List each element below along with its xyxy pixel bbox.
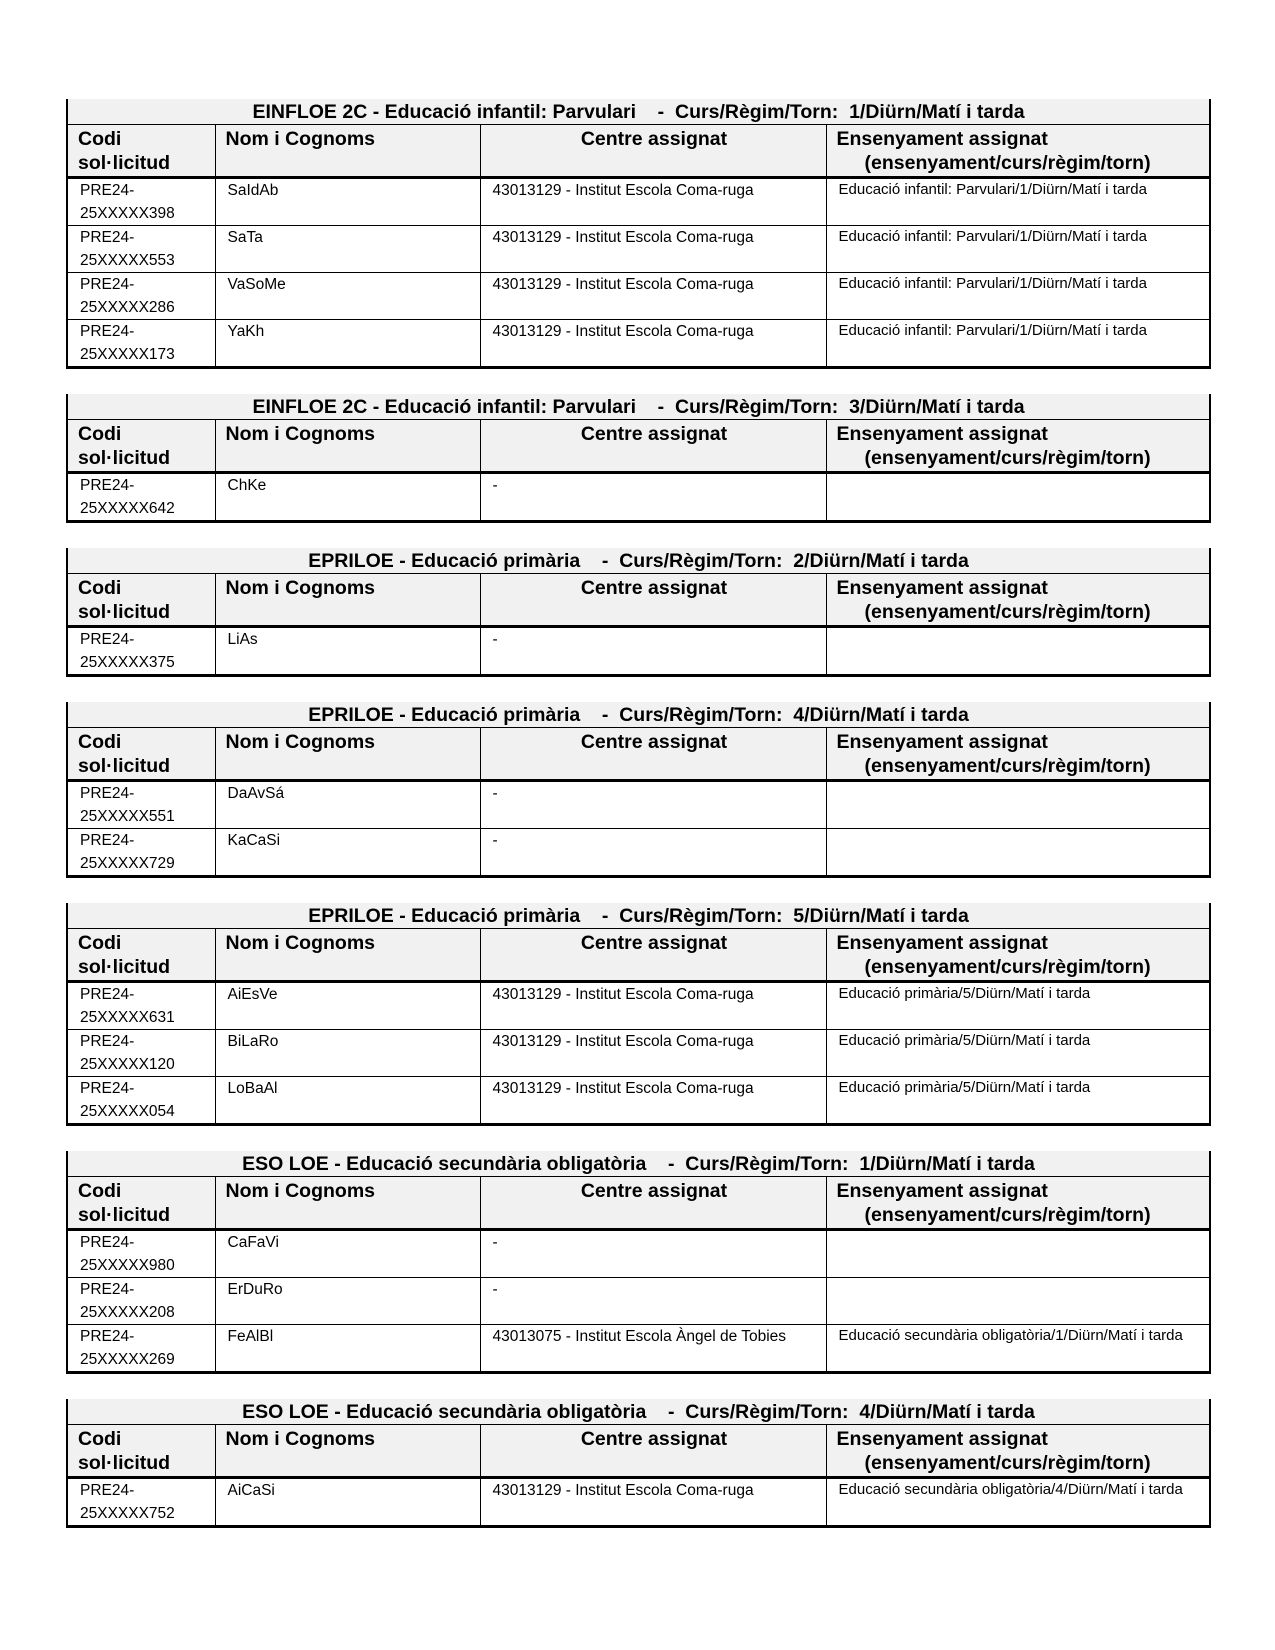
header-row <box>67 125 1210 178</box>
cell-codi: PRE24- 25XXXXX553 <box>67 226 215 273</box>
table-row <box>67 1478 1210 1527</box>
group-title-row <box>67 903 1210 929</box>
cell-ensenyament <box>826 781 1210 829</box>
cell-ensenyament <box>826 1230 1210 1278</box>
cell-centre: 43013129 - Institut Escola Coma-ruga <box>480 273 826 320</box>
group-title-row <box>67 99 1210 125</box>
table-row <box>67 1278 1210 1325</box>
cell-nom: LoBaAl <box>215 1077 480 1125</box>
cell-nom: DaAvSá <box>215 781 480 829</box>
assignment-list <box>66 99 1209 1553</box>
header-centre: Centre assignat <box>480 125 826 178</box>
cell-ensenyament: Educació primària/5/Diürn/Matí i tarda <box>826 1077 1210 1125</box>
header-nom: Nom i Cognoms <box>215 1425 480 1478</box>
cell-nom: CaFaVi <box>215 1230 480 1278</box>
cell-ensenyament: Educació infantil: Parvulari/1/Diürn/Matí i tarda <box>826 273 1210 320</box>
header-ensenyament: Ensenyament assignat (ensenyament/curs/règim/torn) <box>826 1425 1210 1478</box>
header-nom: Nom i Cognoms <box>215 929 480 982</box>
cell-codi: PRE24- 25XXXXX980 <box>67 1230 215 1278</box>
cell-nom: SaIdAb <box>215 178 480 226</box>
cell-centre: 43013129 - Institut Escola Coma-ruga <box>480 320 826 368</box>
header-codi: Codi sol·licitud <box>67 728 215 781</box>
group-title-row <box>67 548 1210 574</box>
table-row <box>67 1030 1210 1077</box>
group-table <box>66 903 1211 1126</box>
cell-centre: 43013129 - Institut Escola Coma-ruga <box>480 982 826 1030</box>
group-title: EINFLOE 2C - Educació infantil: Parvulari - Curs/Règim/Torn: 3/Diürn/Matí i tarda <box>67 394 1210 420</box>
cell-nom: YaKh <box>215 320 480 368</box>
group-table <box>66 548 1211 677</box>
table-row <box>67 273 1210 320</box>
table-row <box>67 178 1210 226</box>
header-nom: Nom i Cognoms <box>215 728 480 781</box>
cell-ensenyament: Educació infantil: Parvulari/1/Diürn/Matí i tarda <box>826 226 1210 273</box>
table-row <box>67 1230 1210 1278</box>
cell-nom: ChKe <box>215 473 480 522</box>
cell-codi: PRE24- 25XXXXX120 <box>67 1030 215 1077</box>
group-title: EPRILOE - Educació primària - Curs/Règim/Torn: 2/Diürn/Matí i tarda <box>67 548 1210 574</box>
header-nom: Nom i Cognoms <box>215 1177 480 1230</box>
cell-codi: PRE24- 25XXXXX642 <box>67 473 215 522</box>
cell-ensenyament: Educació primària/5/Diürn/Matí i tarda <box>826 1030 1210 1077</box>
cell-codi: PRE24- 25XXXXX752 <box>67 1478 215 1527</box>
header-codi: Codi sol·licitud <box>67 125 215 178</box>
cell-codi: PRE24- 25XXXXX208 <box>67 1278 215 1325</box>
cell-codi: PRE24- 25XXXXX631 <box>67 982 215 1030</box>
header-centre: Centre assignat <box>480 929 826 982</box>
group-table <box>66 394 1211 523</box>
cell-centre: - <box>480 1230 826 1278</box>
header-ensenyament: Ensenyament assignat (ensenyament/curs/règim/torn) <box>826 929 1210 982</box>
header-centre: Centre assignat <box>480 574 826 627</box>
cell-ensenyament: Educació infantil: Parvulari/1/Diürn/Matí i tarda <box>826 178 1210 226</box>
cell-centre: - <box>480 781 826 829</box>
cell-ensenyament <box>826 627 1210 676</box>
table-row <box>67 226 1210 273</box>
header-nom: Nom i Cognoms <box>215 125 480 178</box>
group-title-row <box>67 1399 1210 1425</box>
header-centre: Centre assignat <box>480 420 826 473</box>
cell-ensenyament: Educació secundària obligatòria/1/Diürn/Matí i tarda <box>826 1325 1210 1373</box>
cell-nom: FeAlBl <box>215 1325 480 1373</box>
table-row <box>67 1325 1210 1373</box>
cell-centre: 43013129 - Institut Escola Coma-ruga <box>480 1077 826 1125</box>
group-title-row <box>67 394 1210 420</box>
header-centre: Centre assignat <box>480 1177 826 1230</box>
header-row <box>67 420 1210 473</box>
cell-codi: PRE24- 25XXXXX269 <box>67 1325 215 1373</box>
header-row <box>67 1425 1210 1478</box>
header-nom: Nom i Cognoms <box>215 420 480 473</box>
header-centre: Centre assignat <box>480 728 826 781</box>
header-ensenyament: Ensenyament assignat (ensenyament/curs/règim/torn) <box>826 728 1210 781</box>
group-title-row <box>67 1151 1210 1177</box>
cell-nom: AiCaSi <box>215 1478 480 1527</box>
header-row <box>67 1177 1210 1230</box>
cell-codi: PRE24- 25XXXXX375 <box>67 627 215 676</box>
header-ensenyament: Ensenyament assignat (ensenyament/curs/règim/torn) <box>826 1177 1210 1230</box>
table-row <box>67 1077 1210 1125</box>
header-row <box>67 929 1210 982</box>
cell-nom: ErDuRo <box>215 1278 480 1325</box>
cell-nom: SaTa <box>215 226 480 273</box>
header-row <box>67 574 1210 627</box>
cell-ensenyament: Educació secundària obligatòria/4/Diürn/Matí i tarda <box>826 1478 1210 1527</box>
header-ensenyament: Ensenyament assignat (ensenyament/curs/règim/torn) <box>826 420 1210 473</box>
cell-centre: 43013075 - Institut Escola Àngel de Tobies <box>480 1325 826 1373</box>
header-codi: Codi sol·licitud <box>67 1177 215 1230</box>
cell-codi: PRE24- 25XXXXX729 <box>67 829 215 877</box>
header-codi: Codi sol·licitud <box>67 929 215 982</box>
cell-codi: PRE24- 25XXXXX551 <box>67 781 215 829</box>
cell-centre: 43013129 - Institut Escola Coma-ruga <box>480 226 826 273</box>
group-title: EPRILOE - Educació primària - Curs/Règim/Torn: 4/Diürn/Matí i tarda <box>67 702 1210 728</box>
cell-centre: 43013129 - Institut Escola Coma-ruga <box>480 1478 826 1527</box>
cell-codi: PRE24- 25XXXXX286 <box>67 273 215 320</box>
group-title: ESO LOE - Educació secundària obligatòria - Curs/Règim/Torn: 1/Diürn/Matí i tarda <box>67 1151 1210 1177</box>
cell-nom: KaCaSi <box>215 829 480 877</box>
group-table <box>66 702 1211 878</box>
cell-ensenyament <box>826 829 1210 877</box>
table-row <box>67 473 1210 522</box>
cell-ensenyament: Educació primària/5/Diürn/Matí i tarda <box>826 982 1210 1030</box>
cell-nom: LiAs <box>215 627 480 676</box>
cell-centre: - <box>480 829 826 877</box>
group-title-row <box>67 702 1210 728</box>
header-row <box>67 728 1210 781</box>
cell-codi: PRE24- 25XXXXX173 <box>67 320 215 368</box>
cell-codi: PRE24- 25XXXXX398 <box>67 178 215 226</box>
header-centre: Centre assignat <box>480 1425 826 1478</box>
table-row <box>67 627 1210 676</box>
cell-centre: - <box>480 473 826 522</box>
cell-centre: 43013129 - Institut Escola Coma-ruga <box>480 1030 826 1077</box>
group-table <box>66 1399 1211 1528</box>
table-row <box>67 982 1210 1030</box>
header-nom: Nom i Cognoms <box>215 574 480 627</box>
group-title: ESO LOE - Educació secundària obligatòria - Curs/Règim/Torn: 4/Diürn/Matí i tarda <box>67 1399 1210 1425</box>
cell-ensenyament: Educació infantil: Parvulari/1/Diürn/Matí i tarda <box>826 320 1210 368</box>
table-row <box>67 320 1210 368</box>
header-ensenyament: Ensenyament assignat (ensenyament/curs/règim/torn) <box>826 125 1210 178</box>
group-table <box>66 99 1211 369</box>
cell-codi: PRE24- 25XXXXX054 <box>67 1077 215 1125</box>
cell-nom: AiEsVe <box>215 982 480 1030</box>
cell-centre: - <box>480 1278 826 1325</box>
table-row <box>67 829 1210 877</box>
table-row <box>67 781 1210 829</box>
cell-nom: BiLaRo <box>215 1030 480 1077</box>
cell-ensenyament <box>826 473 1210 522</box>
cell-nom: VaSoMe <box>215 273 480 320</box>
group-title: EPRILOE - Educació primària - Curs/Règim/Torn: 5/Diürn/Matí i tarda <box>67 903 1210 929</box>
header-codi: Codi sol·licitud <box>67 1425 215 1478</box>
cell-centre: - <box>480 627 826 676</box>
header-ensenyament: Ensenyament assignat (ensenyament/curs/règim/torn) <box>826 574 1210 627</box>
cell-ensenyament <box>826 1278 1210 1325</box>
header-codi: Codi sol·licitud <box>67 420 215 473</box>
cell-centre: 43013129 - Institut Escola Coma-ruga <box>480 178 826 226</box>
header-codi: Codi sol·licitud <box>67 574 215 627</box>
group-table <box>66 1151 1211 1374</box>
group-title: EINFLOE 2C - Educació infantil: Parvulari - Curs/Règim/Torn: 1/Diürn/Matí i tarda <box>67 99 1210 125</box>
